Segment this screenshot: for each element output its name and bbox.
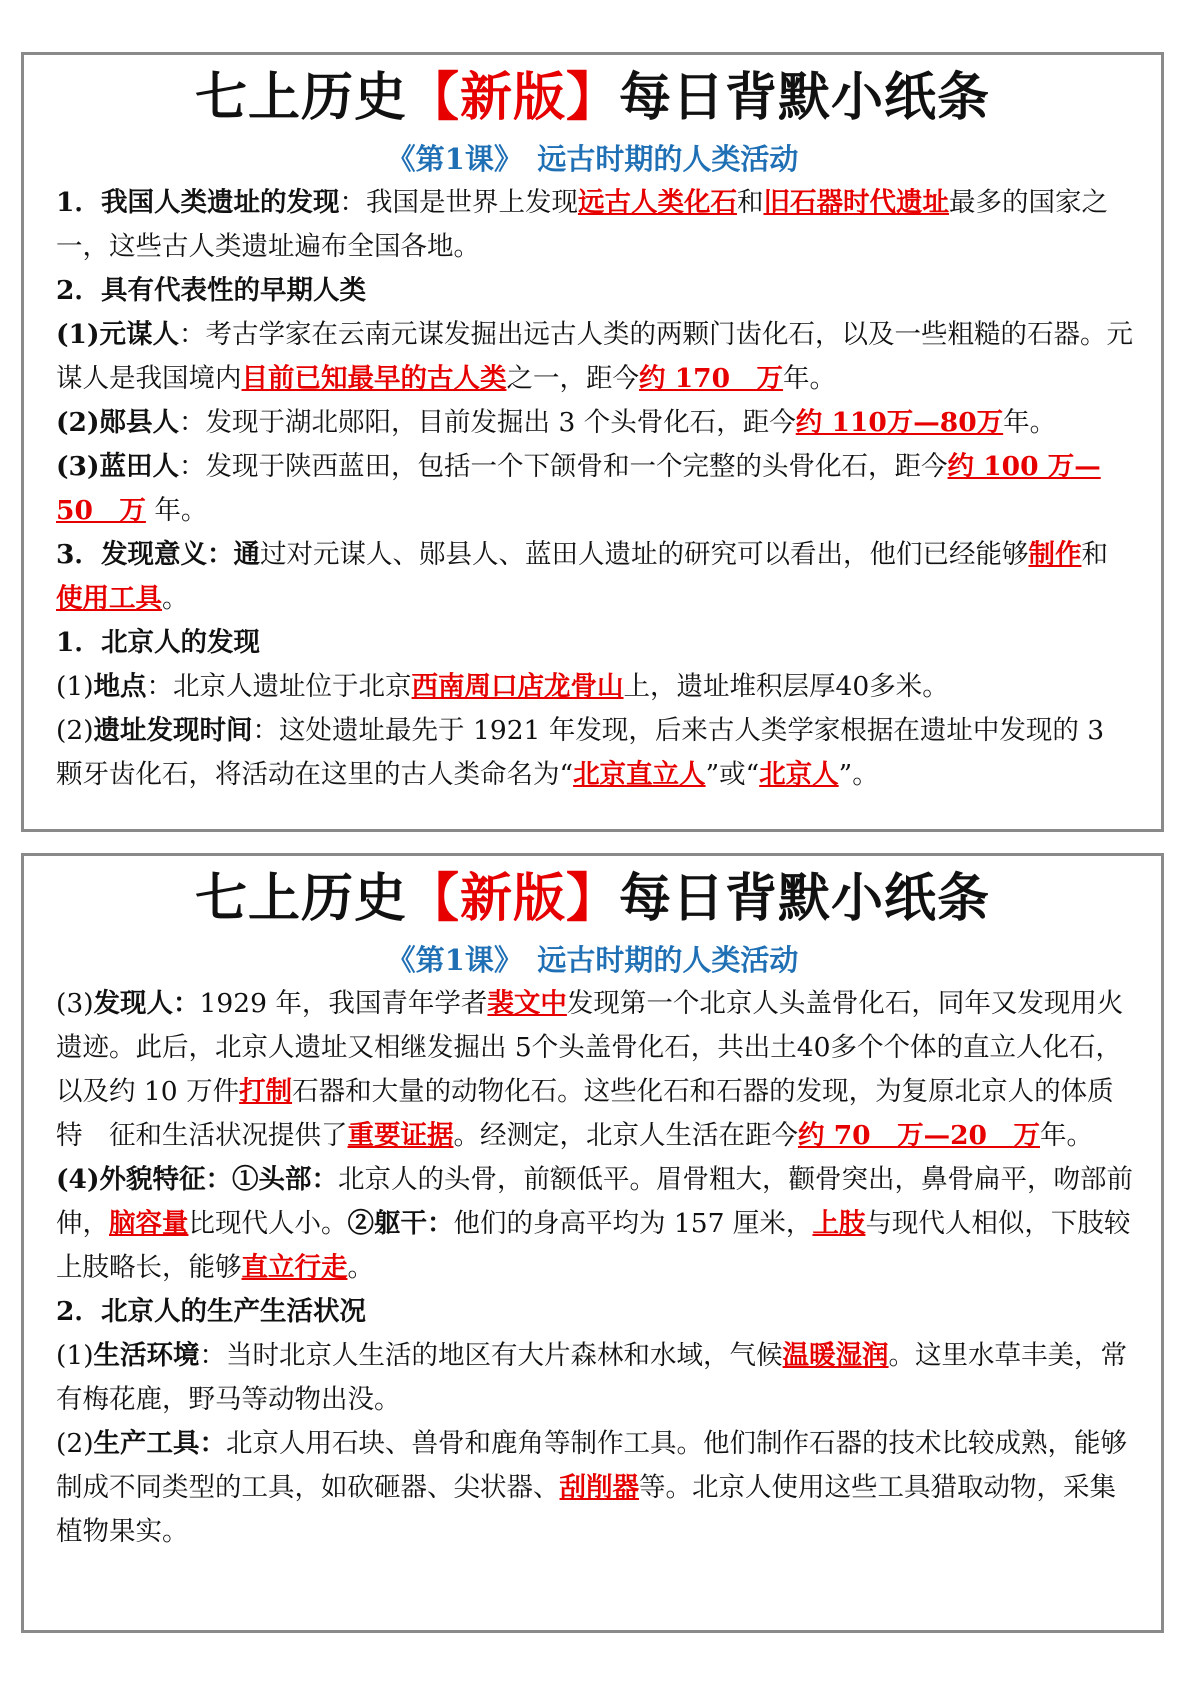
bold-heading: 2．具有代表性的早期人类: [56, 275, 366, 306]
bold-heading: (4)外貌特征：①头部：: [56, 1164, 339, 1195]
note-paragraph: [56, 401, 1133, 445]
note-card-1: [21, 52, 1164, 832]
key-point-highlight: 约 110万—80万: [795, 407, 1004, 438]
card-body: [24, 181, 1161, 797]
body-text: ：这处遗址最先于 1921 年发现，后来古人类学家根据在遗址中发现的 3 颗牙齿化石，将活动在这里的古人类命名为“: [56, 715, 1105, 790]
bold-heading: 发现人：: [93, 988, 200, 1019]
key-point-highlight: 制作: [1028, 539, 1082, 570]
body-text: 最多的国家之一，这些古人类遗址遍布全国各地。: [56, 187, 1108, 262]
body-text: ：我国是世界上发现: [339, 187, 578, 218]
title-text-end: 每日背默小纸条: [619, 68, 991, 128]
body-text: 。经测定，北京人生活在距今: [453, 1120, 798, 1151]
note-paragraph: [56, 1422, 1133, 1554]
body-text: 。这里水草丰美，常有梅花鹿，野马等动物出没。: [56, 1340, 1128, 1415]
key-point-highlight: 约 170 万: [639, 363, 784, 394]
body-text: 与现代人相似，下肢较上肢略长，能够: [56, 1208, 1131, 1283]
body-text: ：发现于湖北郧阳，目前发掘出 3 个头骨化石，距今: [179, 407, 796, 438]
body-text: ：北京人遗址位于北京: [146, 671, 412, 702]
key-point-highlight: 旧石器时代遗址: [763, 187, 949, 218]
body-text: 过对元谋人、郧县人、蓝田人遗址的研究可以看出，他们已经能够: [259, 539, 1029, 570]
body-text: (2): [56, 1428, 94, 1459]
bold-heading: 遗址发现时间: [93, 715, 253, 746]
body-text: 石器和大量的动物化石。这些化石和石器的发现，为复原北京人的体质特 征和生活状况提供了: [56, 1076, 1114, 1151]
bold-heading: 3．发现意义：通: [56, 539, 260, 570]
key-point-highlight: 约 100 万—50 万: [56, 451, 1101, 526]
bold-heading: 地点: [93, 671, 147, 702]
note-paragraph: [56, 621, 1133, 665]
key-point-highlight: 打制: [239, 1076, 293, 1107]
body-text: ：发现于陕西蓝田，包括一个下颌骨和一个完整的头骨化石，距今: [179, 451, 948, 482]
body-text: 上，遗址堆积层厚40多米。: [623, 671, 949, 702]
bold-heading: 生活环境: [93, 1340, 200, 1371]
body-text: 比现代人小。: [188, 1208, 348, 1239]
key-point-highlight: 重要证据: [347, 1120, 454, 1151]
key-point-highlight: 目前已知最早的古人类: [241, 363, 507, 394]
card-title: [24, 67, 1161, 129]
lesson-subtitle: 《第1课》 远古时期的人类活动: [386, 943, 799, 977]
key-point-highlight: 直立行走: [241, 1252, 348, 1283]
body-text: 之一，距今: [506, 363, 639, 394]
body-text: 。: [162, 583, 189, 614]
bold-heading: (1)元谋人: [56, 319, 180, 350]
title-text: 七上历史: [194, 869, 407, 929]
body-text: 。: [347, 1252, 374, 1283]
body-text: 年。: [1039, 1120, 1093, 1151]
body-text: ：考古学家在云南元谋发掘出远古人类的两颗门齿化石，以及一些粗糙的石器。元谋人是我国境内: [56, 319, 1134, 394]
key-point-highlight: 西南周口店龙骨山: [411, 671, 624, 702]
body-text: 和: [1081, 539, 1108, 570]
body-text: 他们的身高平均为 157 厘米，: [453, 1208, 813, 1239]
body-text: (1): [56, 1340, 94, 1371]
note-paragraph: [56, 445, 1133, 533]
bold-heading: 1．北京人的发现: [56, 627, 260, 658]
body-text: 1929 年，我国青年学者: [199, 988, 488, 1019]
body-text: 年。: [1003, 407, 1057, 438]
body-text: 等。北京人使用这些工具猎取动物，采集植物果实。: [56, 1472, 1116, 1547]
note-card-2: [21, 853, 1164, 1633]
key-point-highlight: 温暖湿润: [782, 1340, 889, 1371]
bold-heading: ②躯干：: [347, 1208, 454, 1239]
title-text: 七上历史: [194, 68, 407, 128]
note-paragraph: [56, 269, 1133, 313]
bold-heading: 2．北京人的生产生活状况: [56, 1296, 366, 1327]
body-text: ：当时北京人生活的地区有大片森林和水域，气候: [199, 1340, 783, 1371]
note-paragraph: [56, 313, 1133, 401]
card-title: [24, 868, 1161, 930]
body-text: (1): [56, 671, 94, 702]
title-text-end: 每日背默小纸条: [619, 869, 991, 929]
note-paragraph: [56, 1290, 1133, 1334]
key-point-highlight: 北京直立人: [573, 759, 706, 790]
note-paragraph: [56, 533, 1133, 621]
note-paragraph: [56, 709, 1133, 797]
body-text: 北京人用石块、兽骨和鹿角等制作工具。他们制作石器的技术比较成熟，能够 制成不同类型的工具，如砍砸器、尖状器、: [56, 1428, 1128, 1503]
key-point-highlight: 北京人: [759, 759, 839, 790]
key-point-highlight: 远古人类化石: [577, 187, 737, 218]
body-text: 北京人的头骨，前额低平。眉骨粗大，颧骨突出，鼻骨扁平，吻部前伸，: [56, 1164, 1134, 1239]
note-paragraph: [56, 181, 1133, 269]
title-highlight: 【新版】: [406, 68, 619, 128]
note-paragraph: [56, 1334, 1133, 1422]
body-text: ”或“: [705, 759, 760, 790]
key-point-highlight: 约 70 万—20 万: [798, 1120, 1040, 1151]
note-paragraph: [56, 982, 1133, 1158]
body-text: 年。: [783, 363, 837, 394]
body-text: 发现第一个北京人头盖骨化石，同年又发现用火遗迹。此后，北京人遗址又相继发掘出 5个头盖骨化石，共出土40多个个体的直立人化石， 以及约 10 万件: [56, 988, 1124, 1107]
note-paragraph: [56, 665, 1133, 709]
lesson-subtitle: 《第1课》 远古时期的人类活动: [386, 142, 799, 176]
card-body: [24, 982, 1161, 1554]
body-text: (2): [56, 715, 94, 746]
bold-heading: (3)蓝田人: [56, 451, 180, 482]
body-text: (3): [56, 988, 94, 1019]
key-point-highlight: 裴文中: [487, 988, 567, 1019]
bold-heading: 生产工具：: [93, 1428, 227, 1459]
note-paragraph: [56, 1158, 1133, 1290]
body-text: 和: [736, 187, 764, 218]
key-point-highlight: 脑容量: [109, 1208, 189, 1239]
body-text: 年。: [145, 495, 208, 526]
title-highlight: 【新版】: [406, 869, 619, 929]
key-point-highlight: 使用工具: [56, 583, 162, 614]
key-point-highlight: 刮削器: [559, 1472, 639, 1503]
key-point-highlight: 上肢: [812, 1208, 866, 1239]
bold-heading: (2)郧县人: [56, 407, 180, 438]
bold-heading: 1．我国人类遗址的发现: [56, 187, 340, 218]
body-text: ”。: [838, 759, 879, 790]
